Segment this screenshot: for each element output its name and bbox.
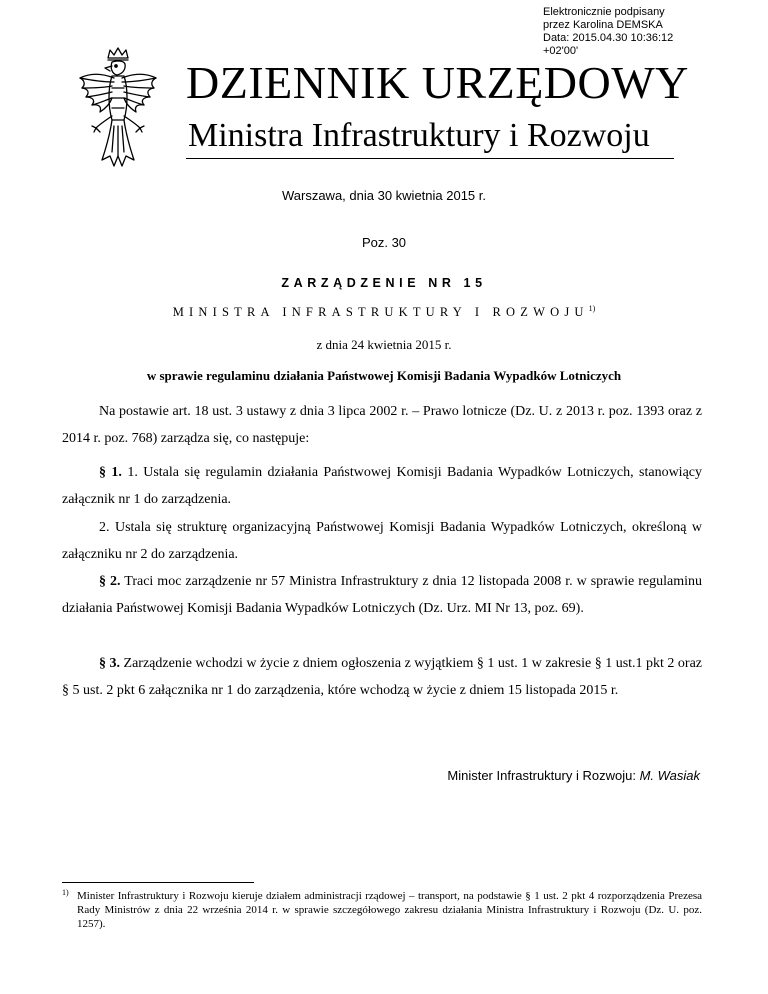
footnote-reference: 1) bbox=[588, 304, 596, 313]
preamble-paragraph bbox=[62, 398, 702, 452]
section-1-label: § 1. bbox=[99, 465, 122, 480]
footnote bbox=[62, 889, 702, 931]
footnote-text: Minister Infrastruktury i Rozwoju kieruje działem administracji rządowej – transport, na podstawie § 1 ust. 2 pkt 4 rozporządzenia Prezesa Rady Ministrów z dnia 22 września 2014 r. w sprawie szczegółowego zakresu działania Ministra Infrastruktury i Rozwoju (Dz. U. poz. 1257). bbox=[77, 890, 702, 930]
section-2 bbox=[62, 568, 702, 622]
esig-line-1: Elektronicznie podpisany bbox=[543, 6, 665, 18]
section-3 bbox=[62, 650, 702, 704]
journal-subtitle: Ministra Infrastruktury i Rozwoju bbox=[188, 117, 650, 154]
act-issuer bbox=[0, 304, 768, 320]
section-2-label: § 2. bbox=[99, 574, 121, 589]
act-type-number: ZARZĄDZENIE NR 15 bbox=[281, 276, 487, 290]
act-subject: w sprawie regulaminu działania Państwowej Komisji Badania Wypadków Lotniczych bbox=[146, 368, 622, 383]
esig-line-3: Data: 2015.04.30 10:36:12 bbox=[543, 32, 674, 44]
section-1-paragraph bbox=[62, 459, 702, 513]
minister-signature bbox=[447, 768, 700, 783]
act-date: z dnia 24 kwietnia 2015 r. bbox=[316, 337, 452, 352]
journal-title: DZIENNIK URZĘDOWY bbox=[186, 57, 689, 108]
act-issuer-text: MINISTRA INFRASTRUKTURY I ROZWOJU bbox=[172, 305, 589, 320]
section-1-unit-2-text: 2. Ustala się strukturę organizacyjną Państwowej Komisji Badania Wypadków Lotniczych, określoną w załączniku nr 2 do zarządzenia. bbox=[62, 520, 702, 562]
section-3-paragraph bbox=[62, 650, 702, 704]
section-1-unit-2 bbox=[62, 514, 702, 568]
place-and-date: Warszawa, dnia 30 kwietnia 2015 r. bbox=[281, 188, 486, 203]
section-1-unit-1 bbox=[62, 459, 702, 513]
section-3-label: § 3. bbox=[99, 656, 121, 671]
preamble-text: Na postawie art. 18 ust. 3 ustawy z dnia 3 lipca 2002 r. – Prawo lotnicze (Dz. U. z 2013 r. poz. 1393 oraz z 2014 r. poz. 768) zarządza się, co następuje: bbox=[62, 404, 702, 446]
section-1-unit-1-text: 1. Ustala się regulamin działania Państwowej Komisji Badania Wypadków Lotniczych, stanowiący załącznik nr 1 do zarządzenia. bbox=[62, 465, 702, 507]
section-3-text: Zarządzenie wchodzi w życie z dniem ogłoszenia z wyjątkiem § 1 ust. 1 w zakresie § 1 ust.1 pkt 2 oraz § 5 ust. 2 pkt 6 załącznika nr 1 do zarządzenia, które wchodzą w życie z dniem 15 listopada 2015 r. bbox=[62, 656, 703, 698]
section-2-paragraph bbox=[62, 568, 702, 622]
electronic-signature-stamp bbox=[543, 6, 743, 58]
esig-line-4: +02'00' bbox=[543, 45, 579, 57]
position-number: Poz. 30 bbox=[361, 235, 407, 250]
footnote-divider bbox=[62, 882, 254, 883]
section-2-text: Traci moc zarządzenie nr 57 Ministra Infrastruktury z dnia 12 listopada 2008 r. w sprawie regulaminu działania Państwowej Komisji Badania Wypadków Lotniczych (Dz. Urz. MI Nr 13, poz. 69). bbox=[62, 574, 702, 616]
polish-eagle-emblem-icon bbox=[70, 44, 166, 174]
signature-role: Minister Infrastruktury i Rozwoju: bbox=[447, 768, 636, 783]
esig-line-2: przez Karolina DEMSKA bbox=[543, 19, 663, 31]
masthead-divider bbox=[186, 158, 674, 159]
signature-name: M. Wasiak bbox=[639, 768, 700, 783]
footnote-mark: 1) bbox=[62, 888, 69, 897]
